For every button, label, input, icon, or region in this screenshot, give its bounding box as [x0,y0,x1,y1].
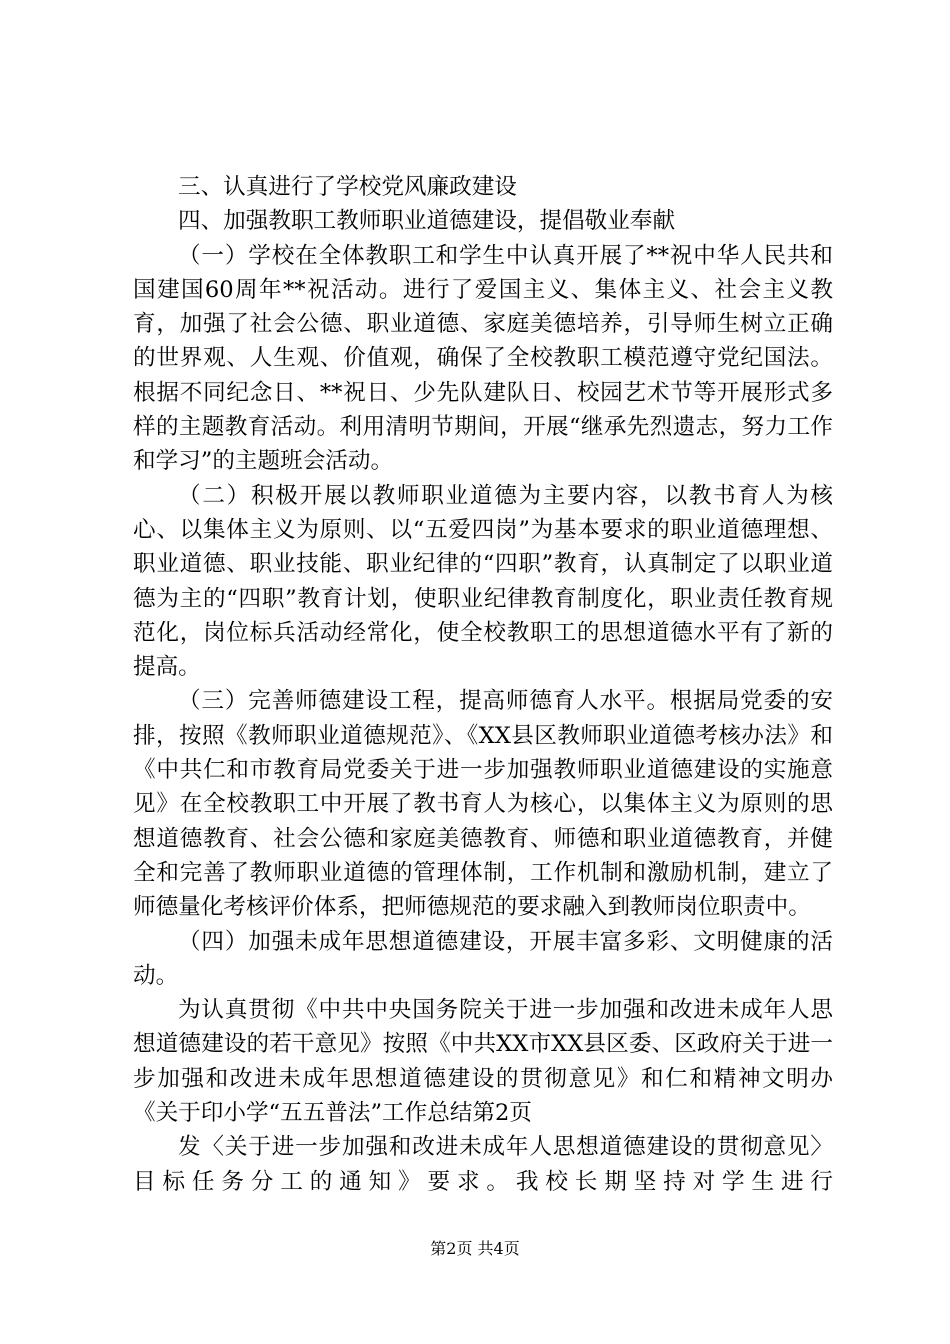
paragraph-3: （三）完善师德建设工程，提高师德育人水平。根据局党委的安排，按照《教师职业道德规范》、《XX县区教师职业道德考核办法》和《中共仁和市教育局党委关于进一步加强教师职业道德建设的实施意见》在全校教职工中开展了教书育人为核心，以集体主义为原则的思想道德教育、社会公德和家庭美德教育、师德和职业道德教育，并健全和完善了教师职业道德的管理体制，工作机制和激励机制，建立了师德量化考核评价体系，把师德规范的要求融入到教师岗位职责中。 [133,688,833,921]
paragraph-2: （二）积极开展以教师职业道德为主要内容，以教书育人为核心、以集体主义为原则、以“五爱四岗”为基本要求的职业道德理想、职业道德、职业技能、职业纪律的“四职”教育，认真制定了以职业道德为主的“四职”教育计划，使职业纪律教育制度化，职业责任教育规范化，岗位标兵活动经常化，使全校教职工的思想道德水平有了新的提高。 [133,482,833,681]
page-footer: 第2页 共4页 [430,1239,520,1258]
paragraph-1: （一）学校在全体教职工和学生中认真开展了**祝中华人民共和国建国60周年**祝活动。进行了爱国主义、集体主义、社会主义教育，加强了社会公德、职业道德、家庭美德培养，引导师生树立正确的世界观、人生观、价值观，确保了全校教职工模范遵守党纪国法。根据不同纪念日、**祝日、少先队建队日、校园艺术节等开展形式多样的主题教育活动。利用清明节期间，开展“继承先烈遗志，努力工作和学习”的主题班会活动。 [133,242,833,475]
document-body [133,170,833,1199]
paragraph-5: 为认真贯彻《中共中央国务院关于进一步加强和改进未成年人思想道德建设的若干意见》按照《中共XX市XX县区委、区政府关于进一步加强和改进未成年思想道德建设的贯彻意见》和仁和精神文明办《关于印小学“五五普法”工作总结第2页 [133,997,833,1127]
paragraph-6: 发〈关于进一步加强和改进未成年人思想道德建设的贯彻意见〉目标任务分工的通知》要求。我校长期坚持对学生进行 [133,1134,833,1195]
section-heading-3: 三、认真进行了学校党风廉政建设 [178,174,517,200]
paragraph-4: （四）加强未成年思想道德建设，开展丰富多彩、文明健康的活动。 [133,928,833,989]
section-heading-4: 四、加强教职工教师职业道德建设，提倡敬业奉献 [178,208,676,235]
